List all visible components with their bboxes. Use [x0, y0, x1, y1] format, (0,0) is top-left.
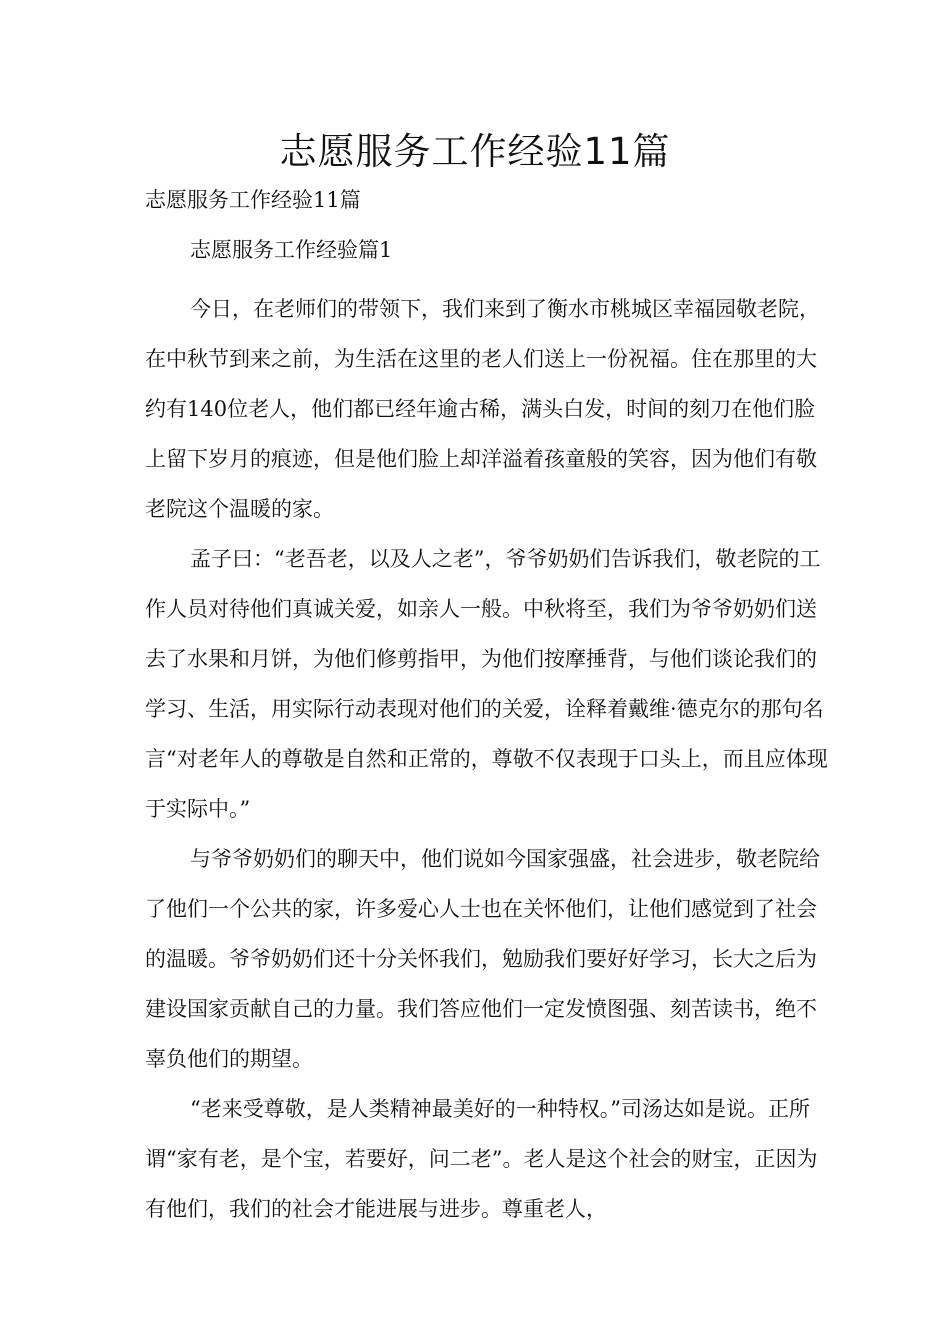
document-subtitle: 志愿服务工作经验11篇 — [145, 188, 361, 212]
paragraph-3: 与爷爷奶奶们的聊天中，他们说如今国家强盛，社会进步，敬老院给了他们一个公共的家，许多爱心人士也在关怀他们，让他们感觉到了社会的温暖。爷爷奶奶们还十分关怀我们，勉励我们要好好学习，长大之后为建设国家贡献自己的力量。我们答应他们一定发愤图强、刻苦读书，绝不辜负他们的期望。 — [145, 847, 820, 1071]
document-body — [145, 284, 830, 1234]
paragraph-2: 孟子曰：“老吾老，以及人之老”，爷爷奶奶们告诉我们，敬老院的工作人员对待他们真诚关爱，如亲人一般。中秋将至，我们为爷爷奶奶们送去了水果和月饼，为他们修剪指甲，为他们按摩捶背，与他们谈论我们的学习、生活，用实际行动表现对他们的关爱，诠释着戴维·德克尔的那句名言“对老年人的尊敬是自然和正常的，尊敬不仅表现于口头上，而且应体现于实际中。” — [145, 547, 828, 821]
section-heading: 志愿服务工作经验篇1 — [190, 238, 393, 262]
paragraph-1: 今日，在老师们的带领下，我们来到了衡水市桃城区幸福园敬老院，在中秋节到来之前，为生活在这里的老人们送上一份祝福。住在那里的大约有140位老人，他们都已经年逾古稀，满头白发，时间的刻刀在他们脸上留下岁月的痕迹，但是他们脸上却洋溢着孩童般的笑容，因为他们有敬老院这个温暖的家。 — [145, 297, 820, 521]
paragraph-4: “老来受尊敬，是人类精神最美好的一种特权。”司汤达如是说。正所谓“家有老，是个宝，若要好，问二老”。老人是这个社会的财宝，正因为有他们，我们的社会才能进展与进步。尊重老人， — [145, 1097, 818, 1221]
document-title: 志愿服务工作经验11篇 — [279, 130, 671, 173]
